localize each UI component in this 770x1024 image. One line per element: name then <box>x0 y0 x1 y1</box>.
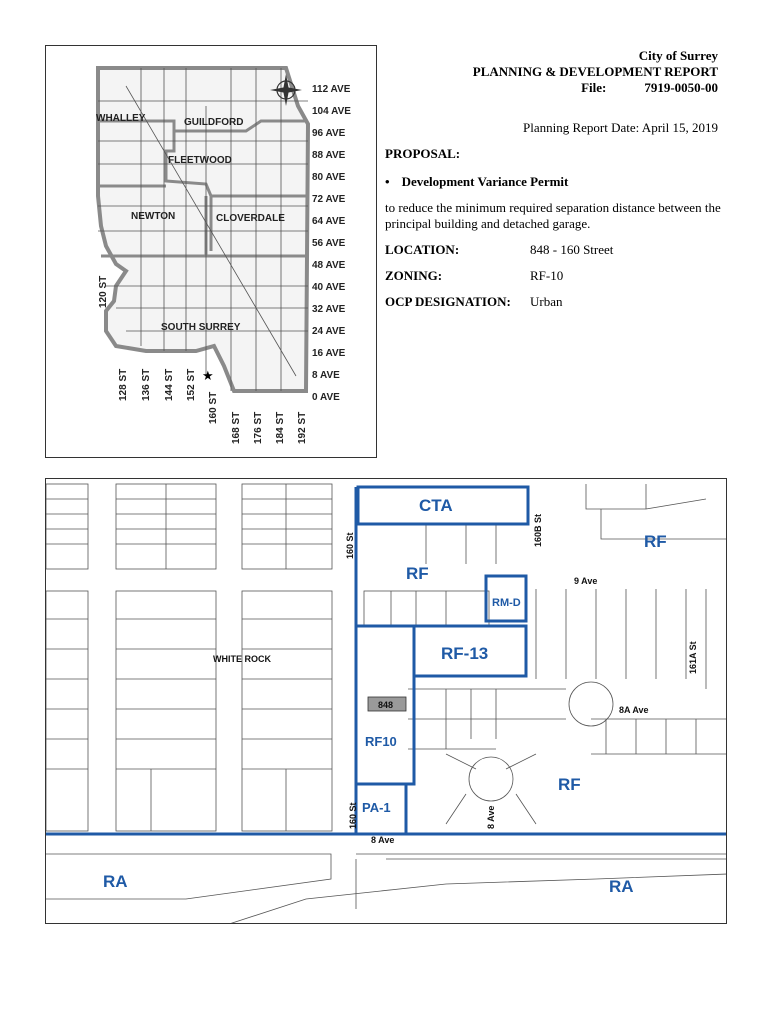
avenue-label: 96 AVE <box>312 128 346 139</box>
zone-label-rf-east: RF <box>558 775 581 794</box>
street-label: 168 ST <box>231 411 242 444</box>
area-label-white-rock: WHITE ROCK <box>213 654 271 664</box>
report-date: Planning Report Date: April 15, 2019 <box>523 120 718 135</box>
avenue-label: 24 AVE <box>312 326 346 337</box>
street-label: 120 ST <box>98 275 109 308</box>
white-rock-lots <box>46 484 332 831</box>
ocp-value: Urban <box>530 294 563 309</box>
zoning-map <box>45 478 727 924</box>
lot-number: 848 <box>378 700 394 710</box>
street-label: 144 ST <box>164 368 175 401</box>
street-label: 161A St <box>688 641 698 674</box>
neighbourhood-label: NEWTON <box>131 211 176 222</box>
city-name: City of Surrey <box>638 48 718 63</box>
neighbourhood-label: WHALLEY <box>96 113 146 124</box>
locator-map-svg <box>46 46 378 459</box>
street-label: 160B St <box>533 513 543 547</box>
ocp-row <box>385 294 725 310</box>
zone-label-ra-west: RA <box>103 872 128 891</box>
street-label: 160 St <box>348 802 358 829</box>
neighbourhood-label: CLOVERDALE <box>216 213 285 224</box>
avenue-label: 8 AVE <box>312 370 340 381</box>
neighbourhood-label: SOUTH SURREY <box>161 322 241 333</box>
street-label: 192 ST <box>297 411 308 444</box>
avenue-label: 112 AVE <box>312 84 351 95</box>
ocp-label: OCP DESIGNATION: <box>385 294 511 309</box>
street-label: 8 Ave <box>371 835 395 845</box>
zone-label-pa-1: PA-1 <box>362 800 391 815</box>
zoning-map-svg <box>46 479 727 924</box>
avenue-label: 40 AVE <box>312 282 346 293</box>
avenue-label: 56 AVE <box>312 238 346 249</box>
avenue-label: 48 AVE <box>312 260 346 271</box>
zone-label-rm-d: RM-D <box>492 597 521 609</box>
street-label: 136 ST <box>141 368 152 401</box>
location-row <box>385 242 725 258</box>
avenue-label: 80 AVE <box>312 172 346 183</box>
location-value: 848 - 160 Street <box>530 242 614 257</box>
zoning-row <box>385 268 725 284</box>
zone-label-rf-northeast: RF <box>644 532 667 551</box>
report-header <box>473 48 718 96</box>
location-label: LOCATION: <box>385 242 460 257</box>
street-label: 8A Ave <box>619 705 649 715</box>
zoning-label: ZONING: <box>385 268 443 283</box>
site-star-icon: ★ <box>202 368 214 383</box>
zone-label-ra-east: RA <box>609 877 634 896</box>
avenue-label: 104 AVE <box>312 106 351 117</box>
avenue-labels <box>312 84 351 403</box>
avenue-label: 16 AVE <box>312 348 346 359</box>
zone-label-rf: RF <box>406 564 429 583</box>
neighbourhood-label: FLEETWOOD <box>168 155 232 166</box>
bullet-text: Development Variance Permit <box>401 174 569 189</box>
avenue-label: 32 AVE <box>312 304 346 315</box>
neighbourhood-label: GUILDFORD <box>184 117 244 128</box>
street-label: 152 ST <box>186 368 197 401</box>
report-title: PLANNING & DEVELOPMENT REPORT <box>472 64 718 79</box>
zoning-value: RF-10 <box>530 268 564 283</box>
street-label: 8 Ave <box>486 805 496 829</box>
avenue-label: 64 AVE <box>312 216 346 227</box>
street-label: 160 St <box>345 532 355 559</box>
avenue-label: 88 AVE <box>312 150 346 161</box>
file-label: File: <box>581 80 607 95</box>
proposal-section <box>385 146 725 310</box>
street-label: 160 ST <box>208 391 219 424</box>
zone-label-rf10: RF10 <box>365 734 397 749</box>
file-number: 7919-0050-00 <box>644 80 718 95</box>
avenue-label: 72 AVE <box>312 194 346 205</box>
avenue-label: 0 AVE <box>312 392 340 403</box>
bullet-icon: • <box>385 174 390 189</box>
proposal-bullet <box>385 174 725 190</box>
proposal-heading: PROPOSAL: <box>385 146 461 161</box>
proposal-description: to reduce the minimum required separation distance between the principal building and detached garage. <box>385 200 721 231</box>
zone-label-cta: CTA <box>419 496 453 515</box>
street-label: 128 ST <box>118 368 129 401</box>
street-label: 9 Ave <box>574 576 598 586</box>
street-label: 184 ST <box>275 411 286 444</box>
file-line <box>473 80 718 96</box>
street-label: 176 ST <box>253 411 264 444</box>
zone-label-rf-13: RF-13 <box>441 644 489 663</box>
locator-map <box>45 45 377 458</box>
